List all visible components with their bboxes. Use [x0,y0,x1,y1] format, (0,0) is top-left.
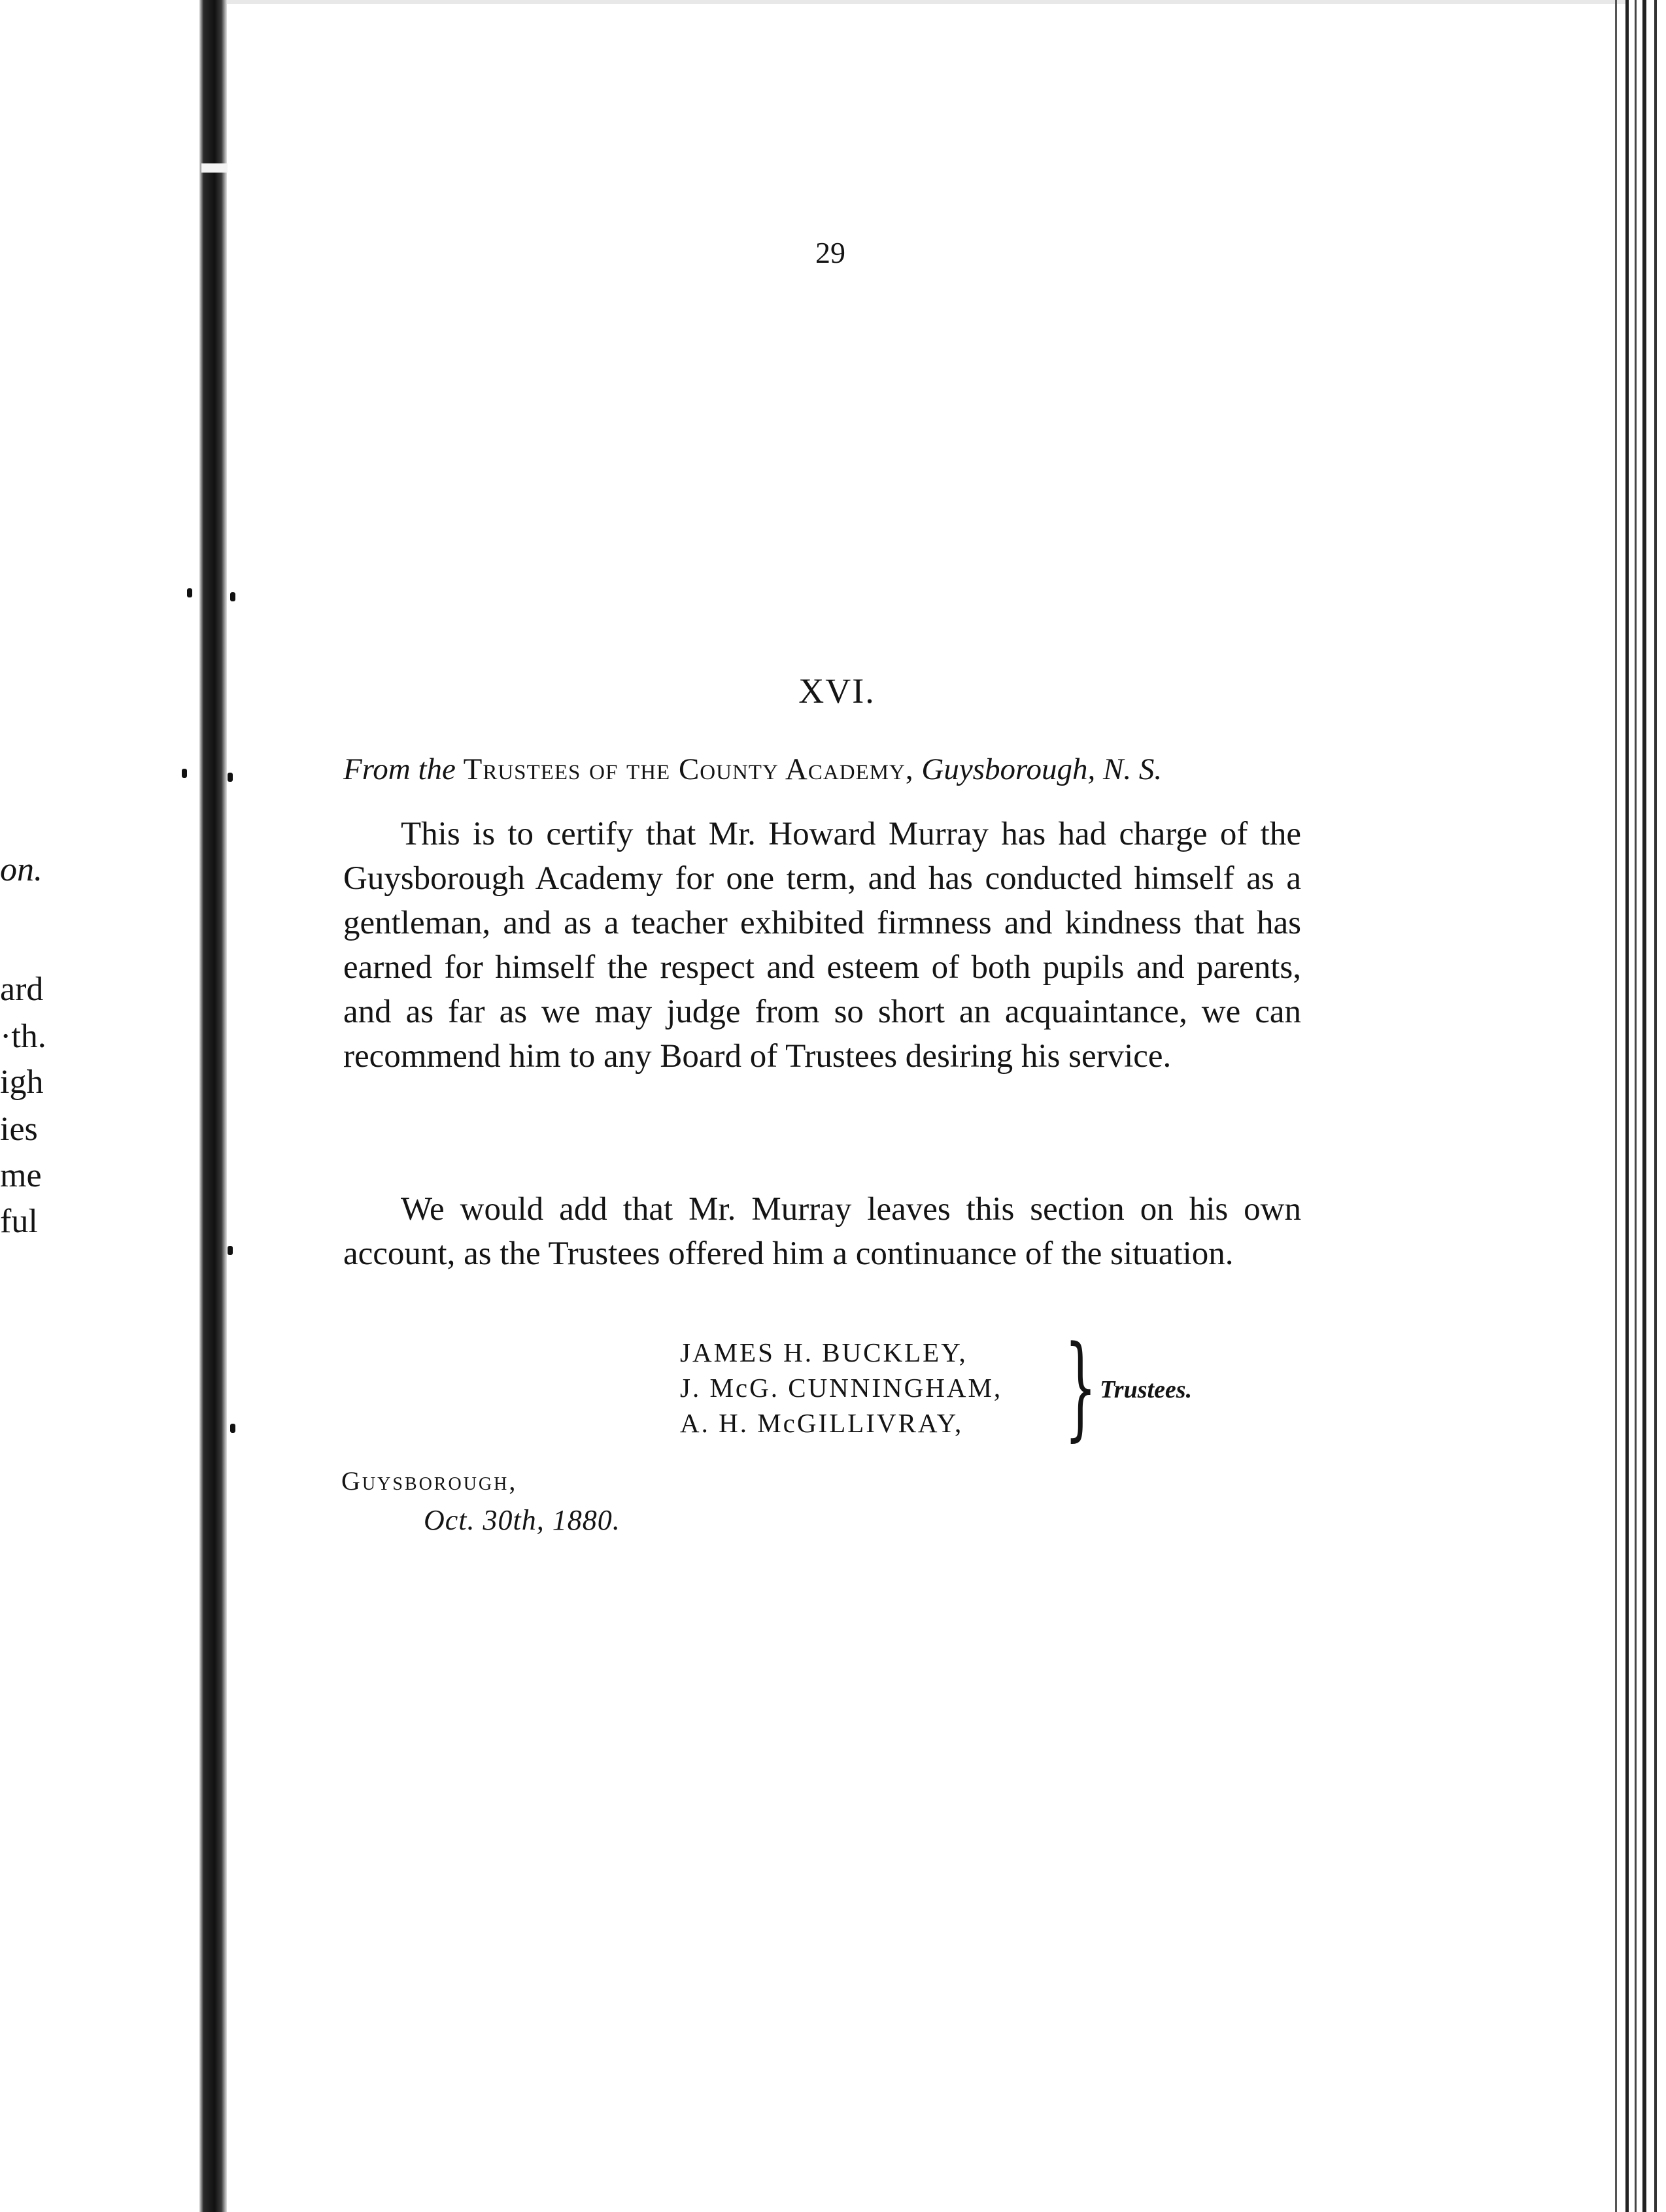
gutter-notch [201,163,228,173]
dateline-place: Guysborough, [341,1466,518,1496]
page-edge [1642,0,1646,2212]
section-heading: XVI. [798,671,876,711]
page-edge [1625,0,1629,2212]
signatory-name: JAMES H. BUCKLEY, [680,1337,968,1367]
source-place: Guysborough, N. S. [921,752,1163,786]
binding-stitch [187,588,192,597]
signatory-name: J. McG. CUNNINGHAM, [680,1373,1003,1403]
previous-page-text: ·th. [0,1018,46,1055]
page-number: 29 [815,236,845,269]
letter-source-line [343,752,1304,787]
dateline-date: Oct. 30th, 1880. [424,1504,620,1536]
page-edge [1654,0,1657,2212]
binding-stitch [230,1424,235,1433]
page-edge [1635,0,1637,2212]
source-prefix: From the [343,752,456,786]
binding-stitch [228,773,233,782]
page-top-edge [227,0,1626,4]
previous-page-text: me [0,1157,42,1194]
body-paragraph: We would add that Mr. Murray leaves this section on his own account, as the Trustees offered him a continuance of the situation. [343,1191,1301,1272]
signatory-name: A. H. McGILLIVRAY, [680,1408,964,1438]
previous-page-text: ies [0,1111,38,1148]
binding-stitch [228,1246,233,1255]
right-brace-glyph: } [1064,1321,1097,1452]
page-edge [1615,0,1617,2212]
previous-page-fragment [0,0,196,2212]
previous-page-text: on. [0,851,42,888]
signatory-role: Trustees. [1100,1376,1193,1403]
source-body: Trustees of the County Academy, [463,752,914,786]
previous-page-text: ard [0,971,44,1008]
previous-page-text: igh [0,1064,44,1101]
signatory-list [680,1335,1059,1441]
book-gutter [199,0,227,2212]
binding-stitch [230,592,235,601]
previous-page-text: ful [0,1203,38,1240]
binding-stitch [182,769,187,778]
body-paragraph: This is to certify that Mr. Howard Murray has had charge of the Guysborough Academy for one term, and has conducted himself as a gentleman, and as a teacher exhibited firmness and kindness that has earned for himself the respect and esteem of both pupils and parents, and as far as we may judge from so short an acquaintance, we can recommend him to any Board of Trustees desiring his service. [343,816,1301,1075]
